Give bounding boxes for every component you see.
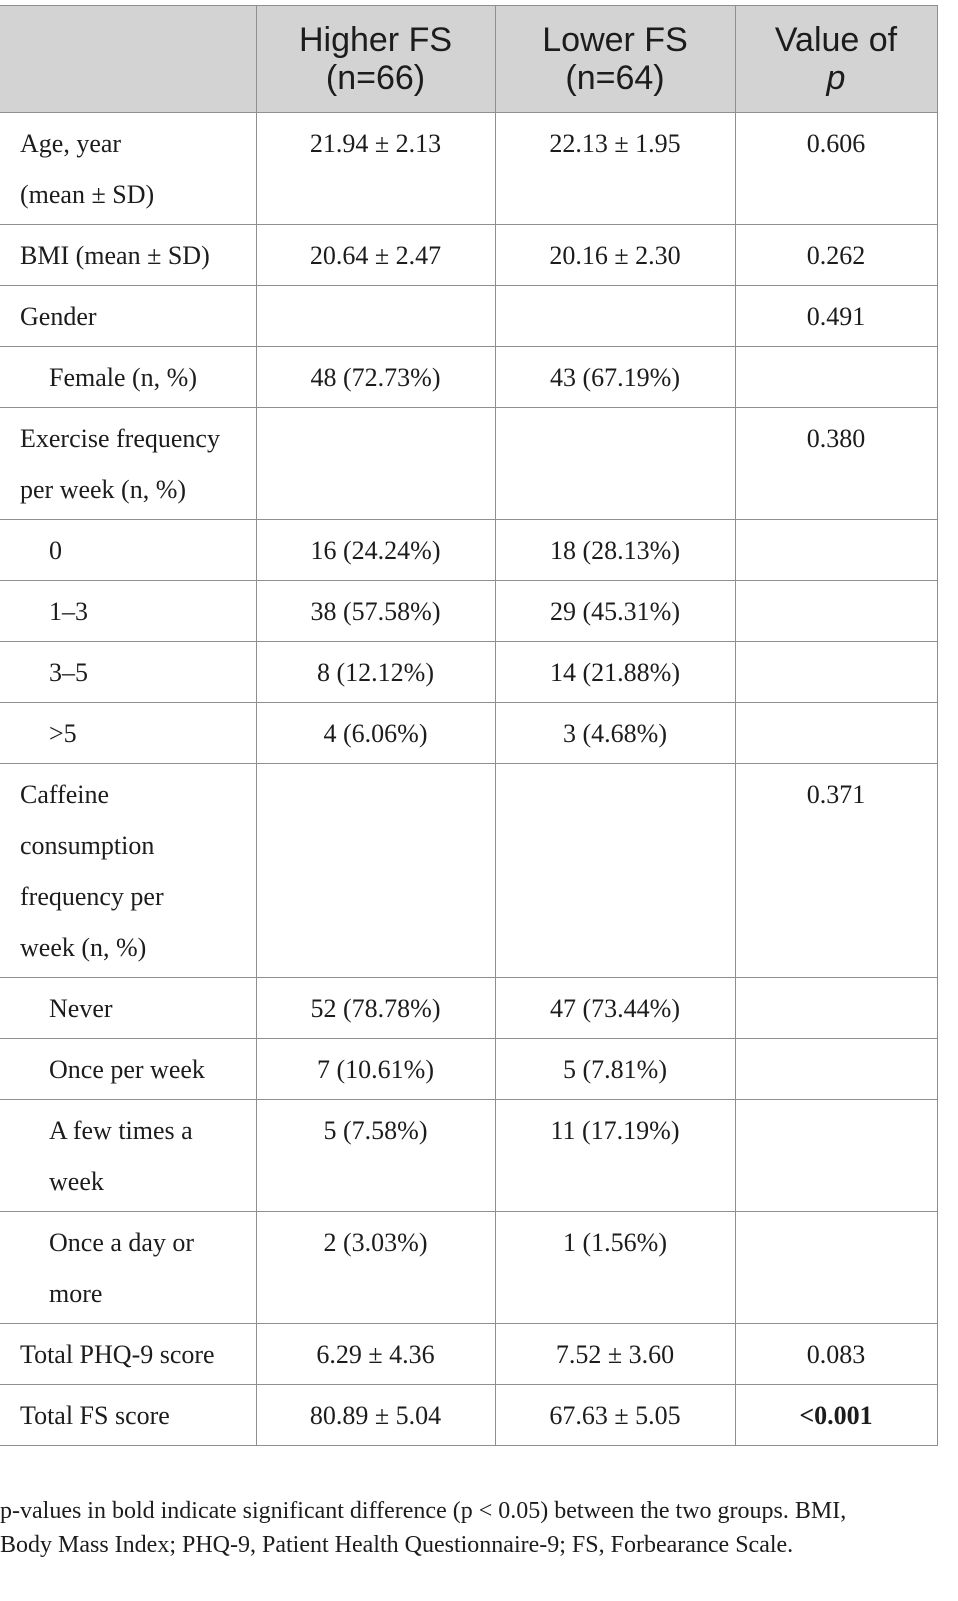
- lower-fs-value-text: 11 (17.19%): [550, 1116, 680, 1145]
- header-higher-fs-n: (n=66): [325, 59, 426, 97]
- table-footnote: [0, 1494, 935, 1562]
- lower-fs-value: [495, 1324, 735, 1385]
- table-row: [0, 1324, 937, 1385]
- lower-fs-value-text: 67.63 ± 5.05: [549, 1401, 681, 1430]
- row-label: [0, 225, 256, 286]
- row-label-line: >5: [49, 719, 77, 748]
- lower-fs-value: [495, 520, 735, 581]
- row-label: [0, 286, 256, 347]
- table-row: [0, 642, 937, 703]
- row-label-line: Once a day or: [49, 1228, 195, 1257]
- higher-fs-value: [256, 225, 495, 286]
- lower-fs-value: [495, 642, 735, 703]
- lower-fs-value: [495, 113, 735, 225]
- higher-fs-value-text: 8 (12.12%): [317, 658, 434, 687]
- p-value: [735, 347, 937, 408]
- footnote-line-1: p-values in bold indicate significant difference (p < 0.05) between the two groups. BMI,: [0, 1498, 847, 1524]
- table-row: [0, 978, 937, 1039]
- higher-fs-value-text: 21.94 ± 2.13: [309, 129, 442, 158]
- row-label: [0, 978, 256, 1039]
- p-value: [735, 286, 937, 347]
- row-label-line: frequency per: [20, 882, 164, 911]
- row-label-line: Never: [49, 994, 113, 1023]
- row-label: [0, 764, 256, 978]
- row-label-line: BMI (mean ± SD): [20, 241, 210, 270]
- lower-fs-value-text: 7.52 ± 3.60: [555, 1340, 675, 1369]
- table-row: [0, 1039, 937, 1100]
- lower-fs-value: [495, 764, 735, 978]
- header-p-value: [735, 6, 937, 113]
- table-row: [0, 703, 937, 764]
- lower-fs-value: [495, 1212, 735, 1324]
- row-label-line: 0: [49, 536, 62, 565]
- p-value: [735, 520, 937, 581]
- p-value: [735, 978, 937, 1039]
- higher-fs-value-text: 48 (72.73%): [310, 363, 441, 392]
- row-label: [0, 642, 256, 703]
- row-label-line: A few times a: [49, 1116, 193, 1145]
- row-label: [0, 113, 256, 225]
- higher-fs-value-text: 4 (6.06%): [323, 719, 428, 748]
- higher-fs-value: [256, 703, 495, 764]
- row-label: [0, 1324, 256, 1385]
- row-label: [0, 581, 256, 642]
- row-label-line: Female (n, %): [49, 363, 198, 392]
- header-higher-fs: [256, 6, 495, 113]
- table-row: [0, 1100, 937, 1212]
- lower-fs-value-text: 14 (21.88%): [550, 658, 680, 687]
- header-p-value-p: p: [826, 59, 846, 97]
- higher-fs-value: [256, 642, 495, 703]
- p-value: [735, 113, 937, 225]
- higher-fs-value: [256, 1324, 495, 1385]
- higher-fs-value: [256, 978, 495, 1039]
- higher-fs-value: [256, 520, 495, 581]
- higher-fs-value-text: 5 (7.58%): [323, 1116, 428, 1145]
- table-row: [0, 764, 937, 978]
- table-row: [0, 347, 937, 408]
- p-value: [735, 1100, 937, 1212]
- table-row: [0, 520, 937, 581]
- table-row: [0, 408, 937, 520]
- p-value: [735, 1212, 937, 1324]
- higher-fs-value-text: 16 (24.24%): [310, 536, 441, 565]
- characteristics-table: [0, 5, 938, 1446]
- row-label: [0, 1385, 256, 1446]
- higher-fs-value: [256, 1212, 495, 1324]
- lower-fs-value-text: 5 (7.81%): [563, 1055, 667, 1084]
- header-blank: [0, 6, 256, 113]
- table-row: [0, 286, 937, 347]
- p-value-text: 0.606: [806, 129, 866, 158]
- row-label: [0, 347, 256, 408]
- row-label: [0, 408, 256, 520]
- higher-fs-value: [256, 347, 495, 408]
- p-value-text: 0.371: [806, 780, 866, 809]
- row-label: [0, 1100, 256, 1212]
- row-label-line: (mean ± SD): [20, 180, 155, 209]
- table-row: [0, 113, 937, 225]
- row-label-line: Age, year: [20, 129, 122, 158]
- p-value-text: 0.380: [806, 424, 866, 453]
- lower-fs-value-text: 29 (45.31%): [550, 597, 680, 626]
- higher-fs-value: [256, 764, 495, 978]
- p-value: [735, 703, 937, 764]
- header-lower-fs-title: Lower FS: [542, 21, 688, 59]
- p-value-text: <0.001: [799, 1401, 873, 1430]
- lower-fs-value: [495, 1100, 735, 1212]
- row-label-line: Total FS score: [20, 1401, 170, 1430]
- higher-fs-value: [256, 408, 495, 520]
- lower-fs-value-text: 1 (1.56%): [563, 1228, 667, 1257]
- row-label: [0, 703, 256, 764]
- row-label: [0, 520, 256, 581]
- row-label-line: week (n, %): [20, 933, 147, 962]
- row-label-line: per week (n, %): [20, 475, 187, 504]
- p-value: [735, 1324, 937, 1385]
- row-label-line: Once per week: [49, 1055, 205, 1084]
- lower-fs-value: [495, 581, 735, 642]
- higher-fs-value-text: 52 (78.78%): [310, 994, 441, 1023]
- row-label: [0, 1212, 256, 1324]
- lower-fs-value: [495, 978, 735, 1039]
- lower-fs-value-text: 43 (67.19%): [550, 363, 680, 392]
- p-value: [735, 764, 937, 978]
- higher-fs-value: [256, 1100, 495, 1212]
- lower-fs-value: [495, 1039, 735, 1100]
- table-row: [0, 225, 937, 286]
- header-lower-fs: [495, 6, 735, 113]
- row-label-line: more: [49, 1279, 103, 1308]
- lower-fs-value: [495, 286, 735, 347]
- table-row: [0, 581, 937, 642]
- higher-fs-value-text: 80.89 ± 5.04: [309, 1401, 442, 1430]
- p-value: [735, 642, 937, 703]
- higher-fs-value-text: 7 (10.61%): [317, 1055, 434, 1084]
- p-value: [735, 408, 937, 520]
- lower-fs-value-text: 20.16 ± 2.30: [549, 241, 681, 270]
- header-higher-fs-title: Higher FS: [298, 21, 453, 59]
- footnote-line-2: Body Mass Index; PHQ-9, Patient Health Questionnaire-9; FS, Forbearance Scale.: [0, 1532, 794, 1558]
- lower-fs-value: [495, 225, 735, 286]
- row-label-line: 3–5: [49, 658, 88, 687]
- p-value: [735, 225, 937, 286]
- higher-fs-value: [256, 113, 495, 225]
- table-body: [0, 113, 937, 1446]
- header-lower-fs-n: (n=64): [565, 59, 665, 97]
- lower-fs-value-text: 22.13 ± 1.95: [549, 129, 681, 158]
- p-value: [735, 1039, 937, 1100]
- p-value: [735, 581, 937, 642]
- p-value-text: 0.083: [806, 1340, 866, 1369]
- higher-fs-value: [256, 286, 495, 347]
- higher-fs-value: [256, 581, 495, 642]
- higher-fs-value-text: 20.64 ± 2.47: [309, 241, 442, 270]
- p-value: [735, 1385, 937, 1446]
- row-label: [0, 1039, 256, 1100]
- row-label-line: week: [49, 1167, 104, 1196]
- p-value-text: 0.491: [806, 302, 866, 331]
- higher-fs-value-text: 38 (57.58%): [310, 597, 441, 626]
- header-p-value-title: Value of: [774, 21, 898, 59]
- lower-fs-value: [495, 408, 735, 520]
- row-label-line: consumption: [20, 831, 155, 860]
- lower-fs-value: [495, 1385, 735, 1446]
- row-label-line: Gender: [20, 302, 97, 331]
- higher-fs-value-text: 2 (3.03%): [323, 1228, 428, 1257]
- p-value-text: 0.262: [806, 241, 866, 270]
- higher-fs-value: [256, 1385, 495, 1446]
- row-label-line: Caffeine: [20, 780, 110, 809]
- table-header-row: [0, 6, 937, 113]
- lower-fs-value-text: 47 (73.44%): [550, 994, 680, 1023]
- higher-fs-value-text: 6.29 ± 4.36: [316, 1340, 435, 1369]
- lower-fs-value: [495, 347, 735, 408]
- row-label-line: Total PHQ-9 score: [20, 1340, 215, 1369]
- higher-fs-value: [256, 1039, 495, 1100]
- table-row: [0, 1212, 937, 1324]
- lower-fs-value-text: 18 (28.13%): [550, 536, 680, 565]
- row-label-line: 1–3: [49, 597, 88, 626]
- lower-fs-value-text: 3 (4.68%): [563, 719, 667, 748]
- table-row: [0, 1385, 937, 1446]
- row-label-line: Exercise frequency: [20, 424, 220, 453]
- lower-fs-value: [495, 703, 735, 764]
